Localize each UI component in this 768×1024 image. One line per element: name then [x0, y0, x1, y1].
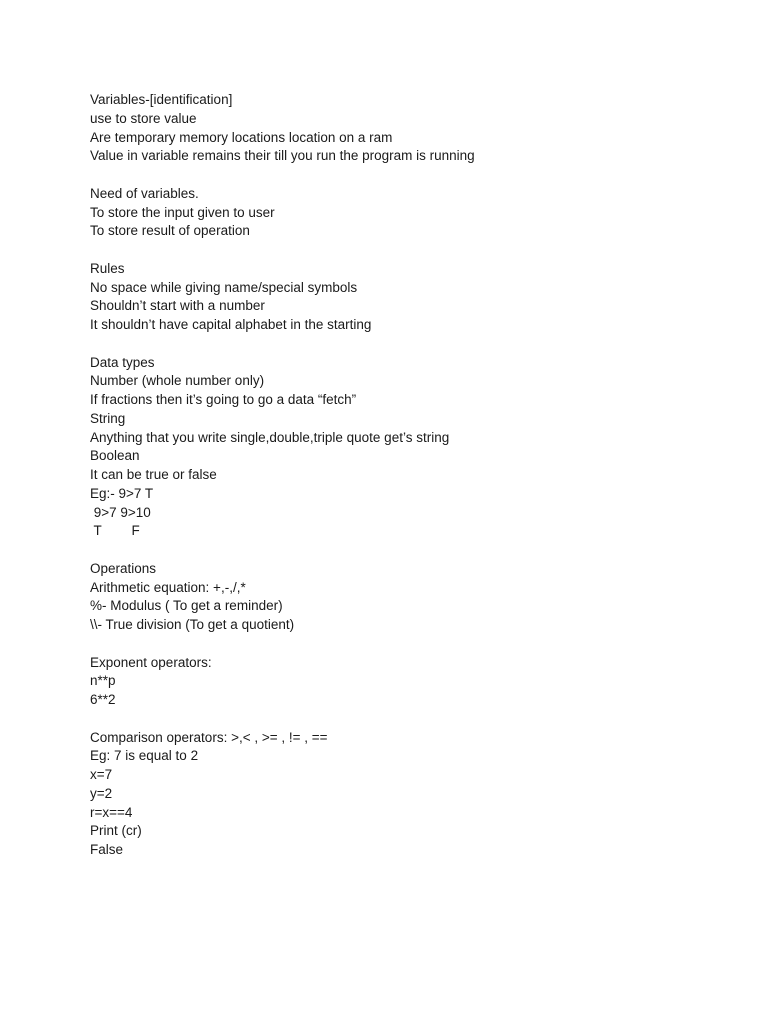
- text-line: False: [90, 842, 124, 857]
- text-line: String: [90, 410, 126, 426]
- section-comparison-operators: [90, 729, 730, 860]
- spacer: [90, 335, 730, 354]
- text-line: Are temporary memory locations location on a ram: [90, 129, 393, 145]
- text-line: No space while giving name/special symbols: [90, 279, 358, 295]
- text-line: n**p: [90, 673, 116, 689]
- heading-need-of-variables: Need of variables.: [90, 185, 199, 201]
- text-line: Print (cr): [90, 823, 142, 839]
- text-line: Arithmetic equation: +,-,/,*: [90, 579, 246, 595]
- text-line: 9>7 9>10: [90, 504, 151, 520]
- section-exponent-operators: [90, 654, 730, 710]
- spacer: [90, 166, 730, 185]
- text-line: It can be true or false: [90, 467, 217, 482]
- section-data-types: [90, 354, 730, 542]
- heading-rules: Rules: [90, 260, 125, 276]
- text-line: 6**2: [90, 692, 116, 707]
- text-line: If fractions then it’s going to go a data “fetch”: [90, 392, 357, 407]
- text-line: To store result of operation: [90, 223, 250, 239]
- document-page: [90, 91, 730, 860]
- heading-exponent-operators: Exponent operators:: [90, 654, 212, 670]
- text-line: T F: [90, 523, 140, 539]
- heading-data-types: Data types: [90, 354, 155, 370]
- text-line: Eg: 7 is equal to 2: [90, 748, 199, 764]
- text-line: Eg:- 9>7 T: [90, 485, 154, 501]
- section-variables: [90, 91, 730, 166]
- spacer: [90, 710, 730, 729]
- section-rules: [90, 260, 730, 335]
- text-line: Number (whole number only): [90, 373, 265, 389]
- text-line: Shouldn’t start with a number: [90, 298, 265, 314]
- text-line: r=x==4: [90, 804, 133, 820]
- text-line: It shouldn’t have capital alphabet in the starting: [90, 317, 372, 332]
- spacer: [90, 541, 730, 560]
- text-line: y=2: [90, 785, 113, 801]
- heading-variables: Variables-[identification]: [90, 92, 233, 107]
- text-line: Value in variable remains their till you run the program is running: [90, 148, 475, 164]
- text-line: %- Modulus ( To get a reminder): [90, 598, 283, 614]
- text-line: \\- True division (To get a quotient): [90, 617, 295, 632]
- text-line: Boolean: [90, 448, 140, 464]
- text-line: use to store value: [90, 110, 197, 126]
- text-line: Anything that you write single,double,triple quote get’s string: [90, 429, 450, 445]
- heading-comparison-operators: Comparison operators: >,< , >= , != , ==: [90, 729, 328, 745]
- spacer: [90, 635, 730, 654]
- section-operations: [90, 560, 730, 635]
- text-line: To store the input given to user: [90, 204, 275, 220]
- section-need-of-variables: [90, 185, 730, 241]
- heading-operations: Operations: [90, 560, 157, 576]
- text-line: x=7: [90, 767, 113, 782]
- spacer: [90, 241, 730, 260]
